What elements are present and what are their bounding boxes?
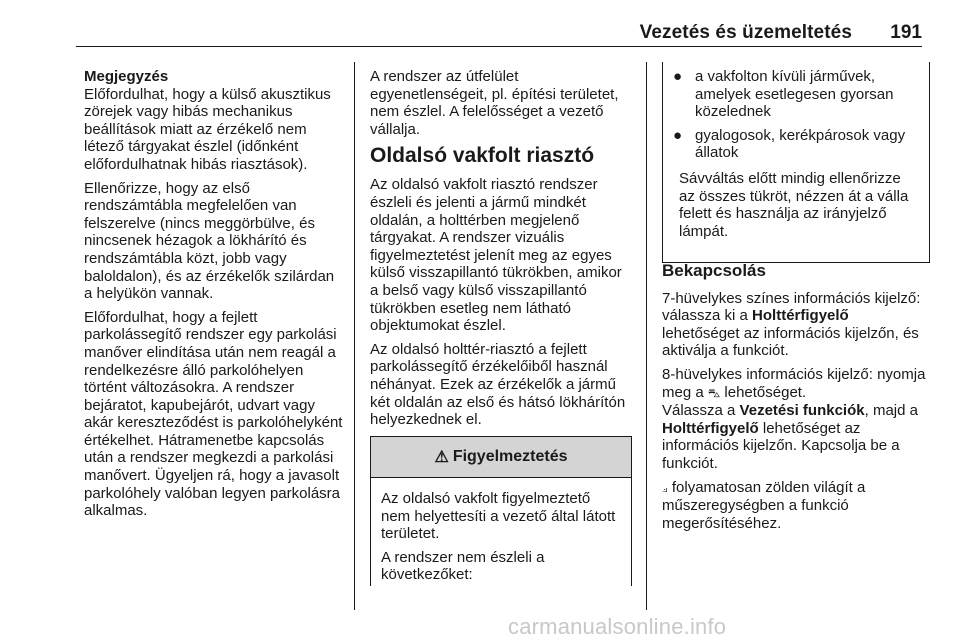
note-title: Megjegyzés xyxy=(84,68,169,85)
list-item-text: a vakfolton kívüli járművek, amelyek esetlegesen gyorsan közelednek xyxy=(695,68,894,121)
paragraph-road-surface: A rendszer az útfelület egyenetlenségeit, pl. építési területet, nem észlel. A felelősséget a vezető vállalja. xyxy=(370,68,619,138)
paragraph-8inch: 8-hüvelykes információs kijelző: nyomja meg a ⛍ lehetőséget. Válassza a Vezetési funkciók, majd a Holttérfigyelő lehetőséget az információs kijelzőn. Kapcsolja be a funkciót. xyxy=(662,365,926,472)
bullet-icon: ● xyxy=(673,68,683,85)
paragraph-7inch: 7-hüvelykes színes információs kijelző: válassza ki a Holttérfigyelő lehetőséget az információs kijelzőn, és aktiválja a funkciót. xyxy=(662,289,921,360)
header-rule xyxy=(76,46,922,47)
list-item xyxy=(673,68,921,121)
lane-change-advice: Sávváltás előtt mindig ellenőrizze az összes tükröt, nézzen át a válla felett és használja az irányjelző lámpát. xyxy=(679,169,909,240)
list-item xyxy=(673,127,921,162)
paragraph-front-plate: Ellenőrizze, hogy az első rendszámtábla megfelelően van felszerelve (nincs meggörbülve, és nincsenek hézagok a lökhárító és rendszámtábla közt, jobb vagy baloldalon), és az érzékelők szilárdan a helyükön vannak. xyxy=(84,179,335,303)
warning-text-2: A rendszer nem észleli a következőket: xyxy=(381,548,545,584)
column-1 xyxy=(84,68,346,526)
page-title: Vezetés és üzemeltetés xyxy=(639,22,852,43)
paragraph-sensors: Az oldalsó holttér-riasztó a fejlett parkolássegítő érzékelőiből használ néhányat. Ezek az érzékelők a jármű két oldalán az első és hátsó lökhárítón helyezkednek el. xyxy=(370,340,626,429)
column-divider-2 xyxy=(646,62,647,610)
column-3 xyxy=(662,262,928,538)
note-text: Előfordulhat, hogy a külső akusztikus zörejek vagy hibás mechanikus beállítások miatt az érzékelő nem létező tárgyakat észlel (időnként előfordulhatnak hibás riasztások). xyxy=(84,85,331,173)
page-header xyxy=(0,0,960,46)
paragraph-parking-space: Előfordulhat, hogy a fejlett parkolássegítő rendszer egy parkolási manőver elindítása után nem reagál a rendelkezésre álló parkolóhelyen történt változásokra. A rendszer bejáratot, kapubejárót, udvart vagy akár kereszteződést is parkolóhelyként értékelhet. Hátramenetbe kapcsolás után a rendszer megkezdi a parkolási manővert. Ügyeljen rá, hogy a javasolt parkolóhely valóban legyen parkolásra alkalmas. xyxy=(84,308,343,520)
section-heading-activation: Bekapcsolás xyxy=(662,261,766,280)
warning-title: Figyelmeztetés xyxy=(452,448,568,465)
paragraph-blind-spot-intro: Az oldalsó vakfolt riasztó rendszer észleli és jelenti a jármű mindkét oldalán, a holttérben megjelenő tárgyakat. A rendszer vizuális figyelmeztetést jelenít meg az egyes külső visszapillantó tükrökben, amikor a belső vagy külső visszapillantó tükrökben esetleg nem látható objektumokat észlel. xyxy=(370,176,622,335)
warning-text-1: Az oldalsó vakfolt figyelmeztető nem helyettesíti a vezető által látott területet. xyxy=(381,490,616,543)
warning-icon: ⚠ xyxy=(434,449,449,466)
column-2 xyxy=(370,68,634,435)
bullet-icon: ● xyxy=(673,126,683,144)
section-heading-blind-spot: Oldalsó vakfolt riasztó xyxy=(370,144,595,168)
paragraph-indicator: ⟓ folyamatosan zölden világít a műszeregységben a funkció megerősítéséhez. xyxy=(662,478,866,532)
warning-box xyxy=(370,436,632,586)
warning-header xyxy=(371,436,631,478)
list-item-text: gyalogosok, kerékpárosok vagy állatok xyxy=(695,126,906,162)
page-number: 191 xyxy=(890,22,922,43)
column-divider-1 xyxy=(354,62,355,610)
blind-spot-indicator-icon: ⟓ xyxy=(662,480,668,495)
vehicle-icon: ⛍ xyxy=(707,385,721,400)
warning-box-continued xyxy=(662,62,930,263)
watermark: carmanualsonline.info xyxy=(508,614,727,639)
